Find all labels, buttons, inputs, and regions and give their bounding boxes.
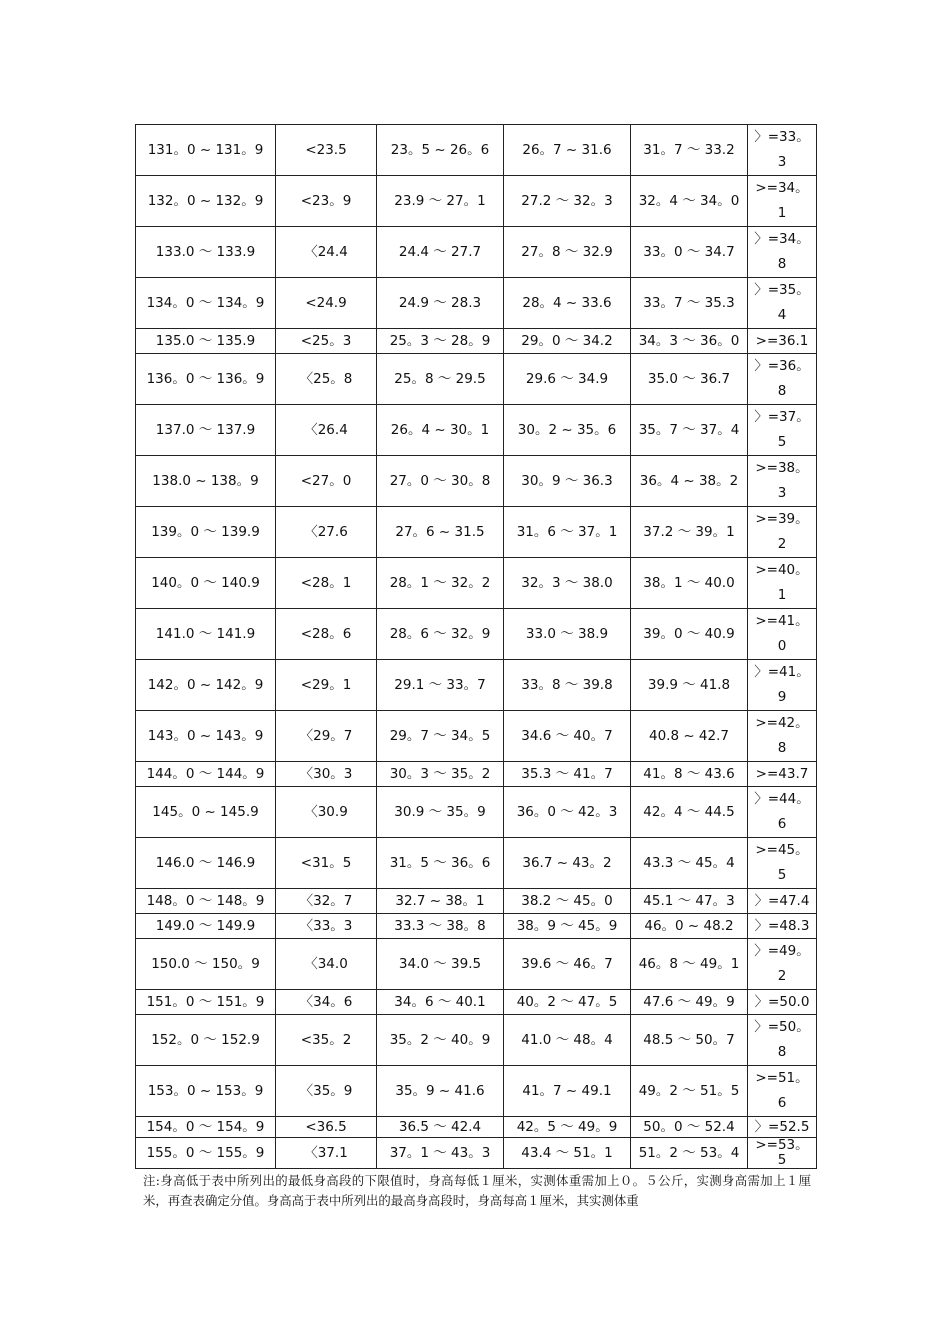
cell-col-5: 50。0 ～ 52.4 [631, 1117, 748, 1138]
cell-col-6: 〉=50.0 [748, 990, 817, 1015]
cell-col-2: 〈30.9 [276, 787, 377, 838]
height-range-cell: 132。0 ~ 132。9 [136, 176, 276, 227]
table-row [136, 889, 817, 914]
table-row [136, 914, 817, 939]
table-row [136, 711, 817, 762]
table-body [136, 125, 817, 1169]
cell-col-4: 39.6 ～ 46。7 [504, 939, 631, 990]
cell-col-3: 29.1 ～ 33。7 [377, 660, 504, 711]
cell-col-6: 〉=52.5 [748, 1117, 817, 1138]
cell-col-2: 〈35。9 [276, 1066, 377, 1117]
cell-col-2: 〈34.0 [276, 939, 377, 990]
cell-col-5: 46。0 ~ 48.2 [631, 914, 748, 939]
cell-col-2: 〈30。3 [276, 762, 377, 787]
cell-col-2: 〈32。7 [276, 889, 377, 914]
cell-col-6: 〉=36。8 [748, 354, 817, 405]
cell-col-5: 32。4 ～ 34。0 [631, 176, 748, 227]
cell-col-2: 〈33。3 [276, 914, 377, 939]
height-range-cell: 131。0 ~ 131。9 [136, 125, 276, 176]
cell-col-4: 36.7 ~ 43。2 [504, 838, 631, 889]
cell-col-3: 23。5 ~ 26。6 [377, 125, 504, 176]
table-row [136, 762, 817, 787]
cell-col-4: 31。6 ～ 37。1 [504, 507, 631, 558]
table-row [136, 125, 817, 176]
height-range-cell: 135.0 ～ 135.9 [136, 329, 276, 354]
cell-col-4: 27.2 ～ 32。3 [504, 176, 631, 227]
height-range-cell: 140。0 ～ 140.9 [136, 558, 276, 609]
height-range-cell: 154。0 ～ 154。9 [136, 1117, 276, 1138]
cell-col-2: <36.5 [276, 1117, 377, 1138]
cell-col-3: 32.7 ~ 38。1 [377, 889, 504, 914]
cell-col-3: 26。4 ~ 30。1 [377, 405, 504, 456]
cell-col-6: 〉=48.3 [748, 914, 817, 939]
table-row [136, 660, 817, 711]
cell-col-2: <35。2 [276, 1015, 377, 1066]
cell-col-6: >=40。1 [748, 558, 817, 609]
height-range-cell: 134。0 ～ 134。9 [136, 278, 276, 329]
cell-col-2: <27。0 [276, 456, 377, 507]
cell-col-6: 〉=35。4 [748, 278, 817, 329]
cell-col-3: 30。3 ～ 35。2 [377, 762, 504, 787]
cell-col-6: 〉=37。5 [748, 405, 817, 456]
cell-col-4: 42。5 ～ 49。9 [504, 1117, 631, 1138]
cell-col-4: 33.0 ～ 38.9 [504, 609, 631, 660]
cell-col-4: 34.6 ～ 40。7 [504, 711, 631, 762]
cell-col-5: 36。4 ~ 38。2 [631, 456, 748, 507]
cell-col-5: 38。1 ～ 40.0 [631, 558, 748, 609]
cell-col-2: 〈26.4 [276, 405, 377, 456]
height-range-cell: 146.0 ～ 146.9 [136, 838, 276, 889]
cell-col-4: 29.6 ～ 34.9 [504, 354, 631, 405]
cell-col-5: 39.9 ～ 41.8 [631, 660, 748, 711]
cell-col-3: 25。3 ～ 28。9 [377, 329, 504, 354]
cell-col-3: 24.9 ～ 28.3 [377, 278, 504, 329]
table-row [136, 405, 817, 456]
height-weight-table [135, 124, 817, 1169]
height-range-cell: 149.0 ～ 149.9 [136, 914, 276, 939]
cell-col-4: 30。2 ~ 35。6 [504, 405, 631, 456]
cell-col-3: 36.5 ～ 42.4 [377, 1117, 504, 1138]
cell-col-6: 〉=44。6 [748, 787, 817, 838]
table-row [136, 609, 817, 660]
table-row [136, 227, 817, 278]
height-range-cell: 144。0 ～ 144。9 [136, 762, 276, 787]
cell-col-2: 〈29。7 [276, 711, 377, 762]
cell-col-6: >=51。6 [748, 1066, 817, 1117]
table-row [136, 1117, 817, 1138]
cell-col-5: 37.2 ～ 39。1 [631, 507, 748, 558]
cell-col-6: 〉=41。9 [748, 660, 817, 711]
cell-col-6: 〉=49。2 [748, 939, 817, 990]
cell-col-3: 37。1 ～ 43。3 [377, 1138, 504, 1169]
cell-col-2: <24.9 [276, 278, 377, 329]
cell-col-4: 38。9 ～ 45。9 [504, 914, 631, 939]
cell-col-3: 34。6 ～ 40.1 [377, 990, 504, 1015]
height-range-cell: 152。0 ～ 152.9 [136, 1015, 276, 1066]
cell-col-6: 〉=33。3 [748, 125, 817, 176]
table-row [136, 1138, 817, 1169]
cell-col-5: 31。7 ～ 33.2 [631, 125, 748, 176]
height-range-cell: 143。0 ~ 143。9 [136, 711, 276, 762]
table-row [136, 354, 817, 405]
cell-col-6: 〉=34。8 [748, 227, 817, 278]
table-row [136, 939, 817, 990]
cell-col-5: 51。2 ～ 53。4 [631, 1138, 748, 1169]
cell-col-5: 43.3 ～ 45。4 [631, 838, 748, 889]
table-row [136, 838, 817, 889]
height-range-cell: 136。0 ～ 136。9 [136, 354, 276, 405]
cell-col-6: 〉=50。8 [748, 1015, 817, 1066]
table-row [136, 1066, 817, 1117]
table-row [136, 176, 817, 227]
cell-col-6: >=42。8 [748, 711, 817, 762]
cell-col-3: 31。5 ～ 36。6 [377, 838, 504, 889]
cell-col-2: 〈34。6 [276, 990, 377, 1015]
cell-col-2: <23。9 [276, 176, 377, 227]
cell-col-3: 27。6 ~ 31.5 [377, 507, 504, 558]
cell-col-2: <31。5 [276, 838, 377, 889]
cell-col-4: 40。2 ～ 47。5 [504, 990, 631, 1015]
cell-col-4: 41.0 ～ 48。4 [504, 1015, 631, 1066]
cell-col-4: 41。7 ~ 49.1 [504, 1066, 631, 1117]
cell-col-4: 36。0 ～ 42。3 [504, 787, 631, 838]
cell-col-6: >=34。1 [748, 176, 817, 227]
cell-col-2: <29。1 [276, 660, 377, 711]
table-row [136, 329, 817, 354]
cell-col-4: 32。3 ～ 38.0 [504, 558, 631, 609]
cell-col-2: 〈25。8 [276, 354, 377, 405]
cell-col-4: 29。0 ～ 34.2 [504, 329, 631, 354]
table-row [136, 1015, 817, 1066]
cell-col-5: 49。2 ～ 51。5 [631, 1066, 748, 1117]
table-row [136, 787, 817, 838]
cell-col-5: 39。0 ～ 40.9 [631, 609, 748, 660]
height-range-cell: 137.0 ～ 137.9 [136, 405, 276, 456]
cell-col-6: >=41。0 [748, 609, 817, 660]
height-range-cell: 138.0 ~ 138。9 [136, 456, 276, 507]
cell-col-6: 〉=47.4 [748, 889, 817, 914]
height-range-cell: 133.0 ～ 133.9 [136, 227, 276, 278]
cell-col-5: 33。7 ～ 35.3 [631, 278, 748, 329]
height-range-cell: 141.0 ～ 141.9 [136, 609, 276, 660]
cell-col-6: >=36.1 [748, 329, 817, 354]
cell-col-4: 38.2 ～ 45。0 [504, 889, 631, 914]
cell-col-2: 〈37.1 [276, 1138, 377, 1169]
cell-col-5: 48.5 ～ 50。7 [631, 1015, 748, 1066]
cell-col-2: 〈24.4 [276, 227, 377, 278]
cell-col-5: 40.8 ~ 42.7 [631, 711, 748, 762]
cell-col-2: <28。1 [276, 558, 377, 609]
cell-col-2: <28。6 [276, 609, 377, 660]
cell-col-2: <25。3 [276, 329, 377, 354]
cell-col-3: 30.9 ～ 35。9 [377, 787, 504, 838]
table-row [136, 507, 817, 558]
height-range-cell: 150.0 ～ 150。9 [136, 939, 276, 990]
cell-col-5: 47.6 ～ 49。9 [631, 990, 748, 1015]
height-range-cell: 145。0 ~ 145.9 [136, 787, 276, 838]
cell-col-5: 33。0 ～ 34.7 [631, 227, 748, 278]
cell-col-4: 43.4 ～ 51。1 [504, 1138, 631, 1169]
cell-col-6: >=45。5 [748, 838, 817, 889]
cell-col-4: 27。8 ～ 32.9 [504, 227, 631, 278]
table-row [136, 990, 817, 1015]
cell-col-6: >=53。5 [748, 1138, 817, 1169]
cell-col-3: 24.4 ～ 27.7 [377, 227, 504, 278]
cell-col-3: 27。0 ～ 30。8 [377, 456, 504, 507]
height-range-cell: 151。0 ～ 151。9 [136, 990, 276, 1015]
cell-col-5: 35。7 ～ 37。4 [631, 405, 748, 456]
height-range-cell: 153。0 ~ 153。9 [136, 1066, 276, 1117]
cell-col-3: 35。9 ~ 41.6 [377, 1066, 504, 1117]
cell-col-2: <23.5 [276, 125, 377, 176]
cell-col-3: 25。8 ～ 29.5 [377, 354, 504, 405]
cell-col-3: 34.0 ～ 39.5 [377, 939, 504, 990]
height-range-cell: 139。0 ～ 139.9 [136, 507, 276, 558]
cell-col-5: 34。3 ～ 36。0 [631, 329, 748, 354]
cell-col-3: 23.9 ～ 27。1 [377, 176, 504, 227]
cell-col-3: 28。6 ～ 32。9 [377, 609, 504, 660]
cell-col-2: 〈27.6 [276, 507, 377, 558]
height-range-cell: 142。0 ~ 142。9 [136, 660, 276, 711]
table-row [136, 456, 817, 507]
footnote: 注:身高低于表中所列出的最低身高段的下限值时，身高每低１厘米，实测体重需加上０。５公斤，实测身高需加上１厘米，再查表确定分值。身高高于表中所列出的最高身高段时，身高每高１厘米，其实测体重 [143, 1173, 811, 1208]
cell-col-6: >=38。3 [748, 456, 817, 507]
height-range-cell: 148。0 ～ 148。9 [136, 889, 276, 914]
cell-col-3: 33.3 ～ 38。8 [377, 914, 504, 939]
cell-col-5: 46。8 ～ 49。1 [631, 939, 748, 990]
cell-col-4: 30。9 ～ 36.3 [504, 456, 631, 507]
cell-col-5: 35.0 ～ 36.7 [631, 354, 748, 405]
cell-col-3: 28。1 ～ 32。2 [377, 558, 504, 609]
cell-col-3: 35。2 ～ 40。9 [377, 1015, 504, 1066]
height-range-cell: 155。0 ～ 155。9 [136, 1138, 276, 1169]
table-row [136, 558, 817, 609]
cell-col-4: 26。7 ~ 31.6 [504, 125, 631, 176]
table-row [136, 278, 817, 329]
cell-col-5: 45.1 ～ 47。3 [631, 889, 748, 914]
cell-col-6: >=39。2 [748, 507, 817, 558]
cell-col-4: 28。4 ~ 33.6 [504, 278, 631, 329]
cell-col-4: 35.3 ～ 41。7 [504, 762, 631, 787]
cell-col-4: 33。8 ～ 39.8 [504, 660, 631, 711]
cell-col-5: 42。4 ～ 44.5 [631, 787, 748, 838]
cell-col-6: >=43.7 [748, 762, 817, 787]
cell-col-5: 41。8 ～ 43.6 [631, 762, 748, 787]
weight-score-table-container [135, 124, 816, 1169]
cell-col-3: 29。7 ～ 34。5 [377, 711, 504, 762]
